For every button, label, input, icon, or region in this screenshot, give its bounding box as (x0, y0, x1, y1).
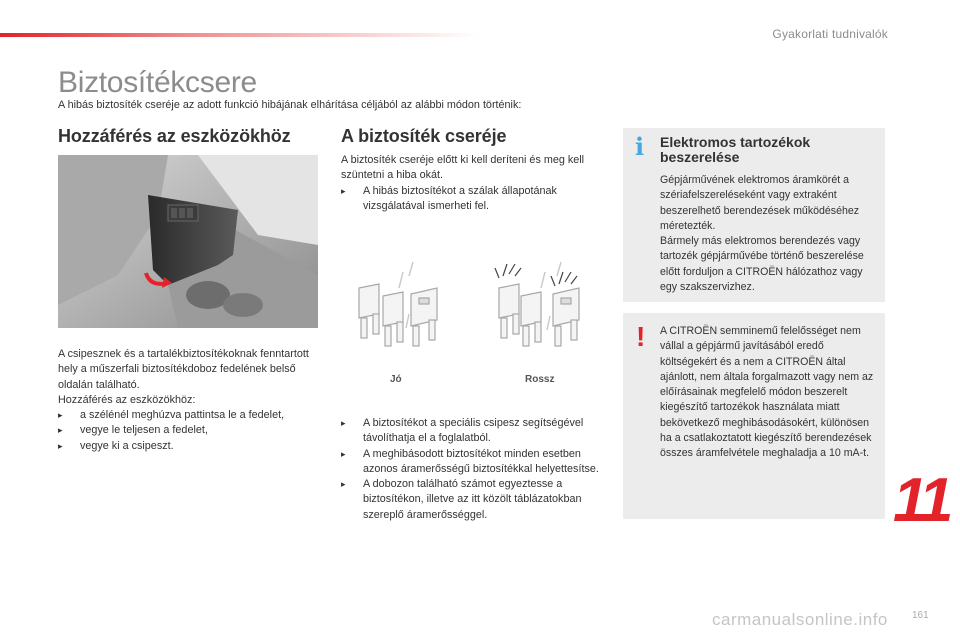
heading-access-tools: Hozzáférés az eszközökhöz (58, 126, 291, 146)
warning-box (623, 313, 885, 519)
fuse-comparison-illustration (341, 258, 606, 378)
bullet-arrow-icon: ▸ (341, 448, 346, 459)
info-box-title: Elektromos tartozékok beszerelése (660, 134, 811, 165)
section-name: Gyakorlati tudnivalók (772, 27, 888, 41)
fuse-good-label: Jó (390, 374, 402, 385)
list-item: ▸ A meghibásodott biztosítékot minden esetben azonos áramerősségű biztosítékkal helyettesítse. (341, 447, 616, 478)
warning-icon: ! (636, 321, 646, 352)
access-paragraph-1: A csipesznek és a tartalékbiztosítékoknak fenntartott hely a műszerfali biztosítékdoboz fedelének belső oldalán található. (58, 348, 309, 391)
list-item: ▸ A dobozon található számot egyeztesse a biztosítékon, illetve az itt közölt táblázatokban szereplő áramerősséggel. (341, 477, 616, 523)
chapter-number: 11 (893, 466, 950, 535)
bullet-arrow-icon: ▸ (341, 418, 346, 428)
list-item: ▸ A biztosítékot a speciális csipesz segítségével távolíthatja el a foglalatból. (341, 416, 616, 447)
info-box-electrical-accessories (623, 128, 885, 302)
header-accent-bar (0, 33, 480, 37)
bullet-arrow-icon: ▸ (58, 440, 63, 451)
access-paragraph-2: Hozzáférés az eszközökhöz: (58, 393, 196, 406)
list-item: ▸ A hibás biztosítékot a szálak állapotának vizsgálatával ismerheti fel. (341, 184, 616, 215)
bullet-arrow-icon: ▸ (58, 410, 63, 421)
bullet-arrow-icon: ▸ (341, 185, 346, 196)
replace-paragraph-1: A biztosíték cseréje előtt ki kell deríteni és meg kell szüntetni a hiba okát. (341, 154, 585, 182)
heading-fuse-replacement: A biztosíték cseréje (341, 126, 507, 146)
info-box-text: Gépjárművének elektromos áramkörét a szériafelszereléseként vagy extraként beszerelhető berendezések működéséhez méretezték. Bármely más elektromos berendezés vagy tartozék gépjárművébe történő beszerelése előtt forduljon a CITROËN hálózathoz vagy egy szakszervizhez. (660, 174, 864, 294)
replace-text-top (341, 153, 616, 214)
list-item: ▸ vegye le teljesen a fedelet, (58, 423, 328, 438)
list-item: ▸ a szélénél meghúzva pattintsa le a fedelet, (58, 408, 328, 423)
watermark: carmanualsonline.info (712, 610, 888, 629)
info-icon: i (635, 132, 645, 161)
fuse-box-cover-photo (58, 155, 318, 328)
page-number: 161 (912, 610, 929, 621)
fuse-bad-label: Rossz (525, 374, 555, 385)
bullet-arrow-icon: ▸ (58, 425, 63, 436)
replace-text-bottom (341, 416, 616, 523)
intro-text: A hibás biztosíték cseréje az adott funkció hibájának elhárítása céljából az alábbi módon történik: (58, 99, 522, 111)
access-text (58, 347, 328, 454)
page-title: Biztosítékcsere (58, 66, 257, 99)
bullet-arrow-icon: ▸ (341, 479, 346, 490)
list-item: ▸ vegye ki a csipeszt. (58, 439, 328, 454)
warning-text: A CITROËN semminemű felelősséget nem vállal a gépjármű javításából eredő költségekért és a nem a CITROËN által ajánlott, nem általa forgalmazott vagy nem az előírásainak megfelelő módon beszerelt kiegészítő tartozékok használata miatt bekövetkező meghibásodásokért, különösen ha a csatlakoztatott kiegészítő berendezések összes áramfelvétele meghaladja a 10 mA-t. (660, 325, 874, 460)
